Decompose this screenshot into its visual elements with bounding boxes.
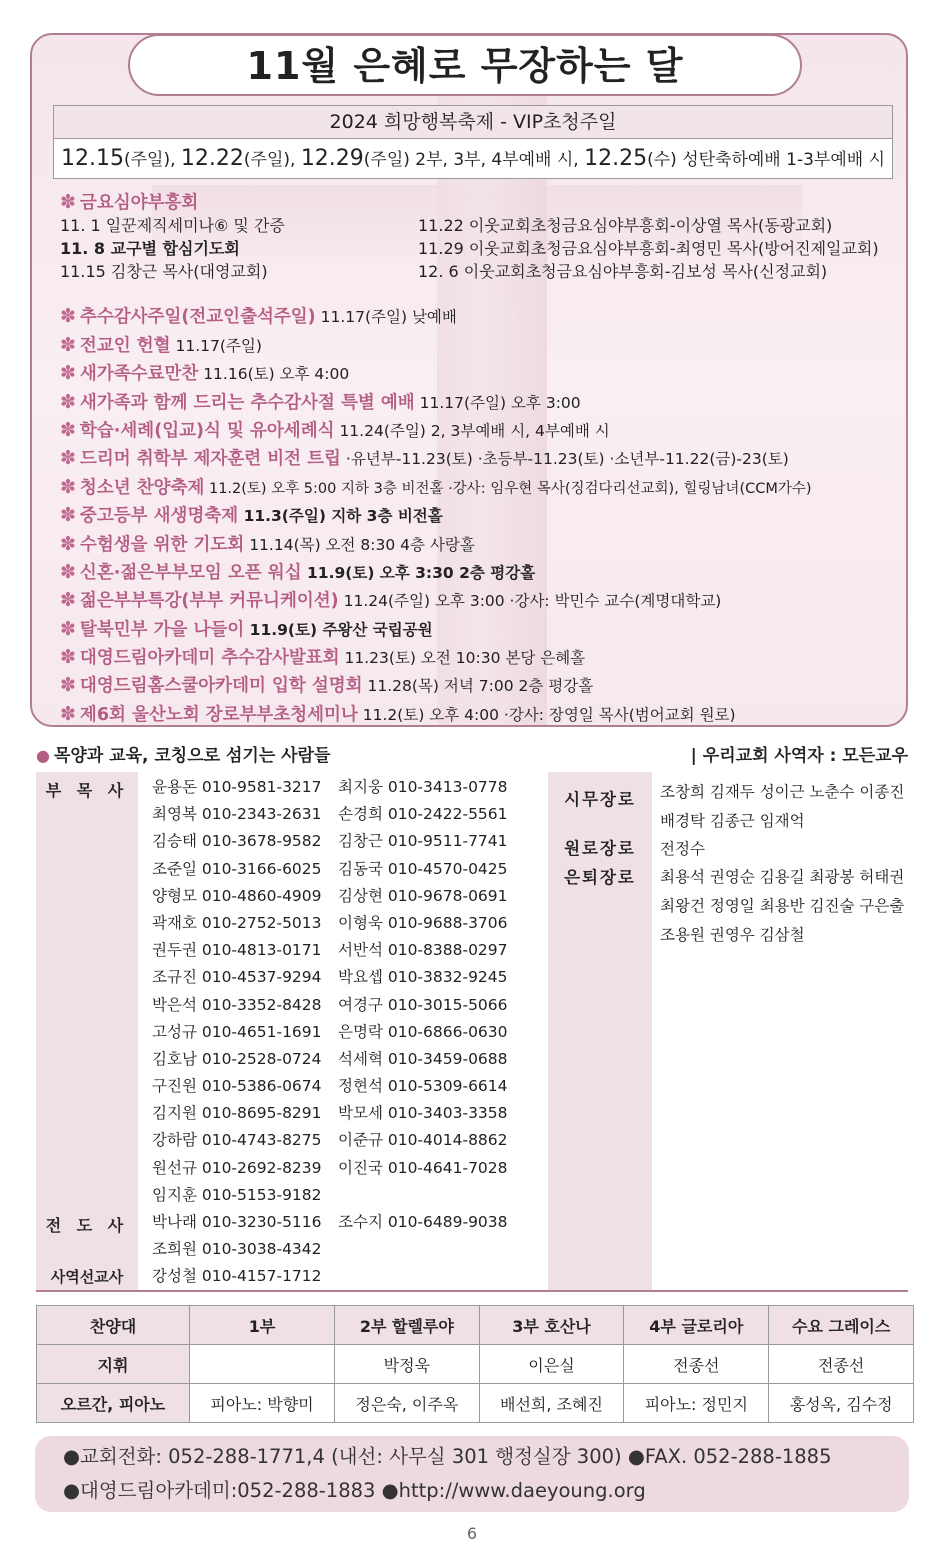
choir-table [36, 1305, 914, 1423]
staff-contact: 최영복 010-2343-2631 [152, 805, 322, 824]
event-title: 탈북민부 가을 나들이 [79, 619, 245, 640]
vip-date-3-note: (주일) 2부, 3부, 4부예배 시, [363, 150, 585, 170]
staff-column-2 [338, 774, 508, 1291]
event-detail: 11.9(토) 주왕산 국립공원 [244, 620, 433, 639]
vip-box [53, 105, 893, 179]
role-missionary: 사역선교사 [50, 1268, 124, 1286]
role-emeritus-elder: 원로장로 [564, 839, 636, 858]
role-evangelist: 전 도 사 [45, 1216, 129, 1235]
choir-header-cell: 수요 그레이스 [769, 1306, 914, 1345]
staff-heading-text: 목양과 교육, 코칭으로 섬기는 사람들 [53, 746, 331, 766]
event-title: 청소년 찬양축제 [79, 477, 205, 498]
choir-header-row [37, 1306, 914, 1345]
event-detail: 11.24(주일) 2, 3부예배 시, 4부예배 시 [334, 421, 610, 440]
choir-header-cell: 1부 [190, 1306, 335, 1345]
staff-contact: 강하람 010-4743-8275 [152, 1131, 322, 1150]
staff-contact [338, 1236, 508, 1263]
event-detail: 11.23(토) 오전 10:30 본당 은혜홀 [339, 649, 586, 668]
event-item [60, 331, 900, 359]
choir-header-cell: 2부 할렐루야 [335, 1306, 480, 1345]
choir-header-cell: 4부 글로리아 [624, 1306, 769, 1345]
flower-icon: ✽ [60, 617, 76, 640]
event-item [60, 188, 900, 216]
event-detail: 11.3(주일) 지하 3층 비전홀 [238, 507, 443, 526]
event-item [60, 416, 900, 444]
vip-date-2-note: (주일), [243, 150, 301, 170]
role-associate-pastor: 부 목 사 [45, 781, 129, 800]
staff-contact: 강성철 010-4157-1712 [152, 1267, 322, 1286]
event-item [60, 473, 900, 501]
staff-contact: 조희원 010-3038-4342 [152, 1240, 322, 1259]
event-detail: 11.9(토) 오후 3:30 2층 평강홀 [301, 563, 536, 582]
vip-date-1: 12.15 [61, 146, 124, 171]
vip-dates [54, 139, 892, 180]
vip-date-4-note: (수) 성탄축하예배 1-3부예배 시 [647, 150, 885, 170]
event-title: 수험생을 위한 기도회 [79, 534, 245, 555]
contact-box [35, 1436, 909, 1512]
elder-names-line: 조용원 권영우 김삼철 [660, 926, 805, 944]
page-title: 11월 은혜로 무장하는 달 [128, 34, 802, 96]
vip-date-3: 12.29 [300, 146, 364, 171]
choir-cell: 피아노: 정민지 [624, 1384, 769, 1423]
flower-icon: ✽ [60, 532, 76, 555]
event-item [60, 586, 900, 614]
staff-contact [338, 1263, 508, 1290]
flower-icon: ✽ [60, 390, 76, 413]
staff-contact: 원선규 010-2692-8239 [152, 1158, 322, 1177]
staff-contact: 임지훈 010-5153-9182 [152, 1185, 322, 1204]
event-detail: 11.16(토) 오후 4:00 [198, 365, 350, 384]
friday-revival-schedule [60, 214, 900, 283]
event-title: 대영드림홈스쿨아카데미 입학 설명회 [79, 676, 363, 697]
event-title: 새가족수료만찬 [79, 364, 199, 385]
staff-contact: 구진원 010-5386-0674 [152, 1077, 322, 1096]
event-title: 젊은부부특강(부부 커뮤니케이션) [79, 591, 339, 612]
elder-names-line: 최용석 권영순 김용길 최광봉 허태권 [660, 868, 905, 886]
choir-header-cell: 3부 호산나 [479, 1306, 624, 1345]
elder-names-line: 배경탁 김종근 임재억 [660, 812, 805, 830]
staff-contact: 여경구 010-3015-5066 [338, 995, 508, 1014]
elder-names-line: 조창희 김재두 성이근 노춘수 이종진 [660, 783, 905, 801]
choir-cell: 박정욱 [335, 1345, 480, 1384]
flower-icon: ✽ [60, 674, 76, 697]
staff-contact: 정현석 010-5309-6614 [338, 1077, 508, 1096]
schedule-left: 11. 8 교구별 합심기도회 [60, 239, 240, 258]
staff-contact: 박은석 010-3352-8428 [152, 995, 322, 1014]
event-detail: 11.2(토) 오후 5:00 지하 3층 비전홀 ·강사: 임우현 목사(징검다리선교회), 힐링남녀(CCM가수) [204, 480, 812, 497]
staff-contact: 최지웅 010-3413-0778 [338, 778, 508, 796]
event-detail: 11.14(목) 오전 8:30 4층 사랑홀 [244, 535, 475, 554]
staff-contact [338, 1182, 508, 1209]
event-item [60, 671, 900, 699]
event-item [60, 530, 900, 558]
event-detail: 11.17(주일) [170, 336, 262, 355]
staff-contact: 조수지 010-6489-9038 [338, 1213, 508, 1231]
flower-icon: ✽ [60, 504, 76, 527]
choir-cell: 홍성옥, 김수정 [769, 1384, 914, 1423]
event-item [60, 558, 900, 586]
flower-icon: ✽ [60, 447, 76, 470]
staff-heading [36, 741, 330, 766]
staff-contact: 석세혁 010-3459-0688 [338, 1049, 508, 1068]
vip-date-2: 12.22 [180, 146, 244, 171]
event-title: 학습·세례(입교)식 및 유아세례식 [79, 420, 335, 441]
bullet-icon: ● [36, 746, 50, 765]
elder-names-line: 전정수 [660, 840, 705, 858]
flower-icon: ✽ [60, 475, 76, 498]
schedule-right: 12. 6 이웃교회초청금요심야부흥회-김보성 목사(신정교회) [418, 262, 828, 281]
schedule-right: 11.29 이웃교회초청금요심야부흥회-최영민 목사(방어진제일교회) [418, 239, 879, 258]
flower-icon: ✽ [60, 646, 76, 669]
event-detail: 11.17(주일) 낮예배 [315, 308, 457, 327]
section-divider [36, 1290, 908, 1292]
event-title: 새가족과 함께 드리는 추수감사절 특별 예배 [79, 392, 415, 413]
staff-contact: 김창근 010-9511-7741 [338, 832, 508, 851]
active-elder-names [660, 778, 904, 836]
staff-contact: 고성규 010-4651-1691 [152, 1022, 322, 1041]
flower-icon: ✽ [60, 305, 76, 328]
choir-cell: 이은실 [479, 1345, 624, 1384]
choir-row-organ [37, 1384, 914, 1423]
event-title: 대영드림아카데미 추수감사발표회 [79, 648, 340, 669]
event-item [60, 302, 900, 330]
schedule-row [60, 214, 900, 237]
staff-contact: 이형욱 010-9688-3706 [338, 913, 508, 932]
vip-date-4: 12.25 [584, 146, 648, 171]
schedule-row [60, 260, 900, 283]
event-item [60, 643, 900, 671]
choir-row-conductor [37, 1345, 914, 1384]
staff-contact: 김지원 010-8695-8291 [152, 1104, 322, 1123]
choir-header-cell: 찬양대 [37, 1306, 190, 1345]
staff-contact: 손경희 010-2422-5561 [338, 805, 508, 824]
staff-contact: 윤용돈 010-9581-3217 [152, 778, 322, 796]
staff-contact: 김승태 010-3678-9582 [152, 832, 322, 851]
flower-icon: ✽ [60, 702, 76, 725]
staff-column-1 [152, 774, 322, 1291]
event-item [60, 501, 900, 529]
staff-contact: 권두권 010-4813-0171 [152, 941, 322, 960]
event-title: 중고등부 새생명축제 [79, 506, 239, 527]
schedule-row [60, 237, 900, 260]
event-item [60, 359, 900, 387]
event-item [60, 444, 900, 472]
flower-icon: ✽ [60, 418, 76, 441]
event-item [60, 388, 900, 416]
schedule-left: 11.15 김창근 목사(대영교회) [60, 262, 268, 281]
staff-contact: 조규진 010-4537-9294 [152, 968, 322, 987]
page-number: 6 [466, 1524, 478, 1543]
staff-directory [36, 772, 908, 1292]
staff-contact: 김동국 010-4570-0425 [338, 859, 508, 878]
event-detail: 11.28(목) 저녁 7:00 2층 평강홀 [362, 677, 594, 696]
staff-contact: 박요셉 010-3832-9245 [338, 968, 508, 987]
staff-contact: 박모세 010-3403-3358 [338, 1104, 508, 1123]
choir-cell: 피아노: 박향미 [190, 1384, 335, 1423]
event-title: 금요심야부흥회 [79, 193, 199, 213]
event-title: 제6회 울산노회 장로부부초청세미나 [79, 704, 358, 725]
choir-cell [190, 1345, 335, 1384]
flower-icon: ✽ [60, 191, 76, 213]
staff-contact: 이준규 010-4014-8862 [338, 1131, 508, 1150]
staff-contact: 박나래 010-3230-5116 [152, 1213, 322, 1231]
role-retired-elder: 은퇴장로 [564, 868, 636, 887]
event-detail: 11.2(토) 오후 4:00 ·강사: 장영일 목사(범어교회 원로) [357, 705, 736, 724]
contact-phone: ●교회전화: 052-288-1771,4 (내선: 사무실 301 행정실장 300) ●FAX. 052-288-1885 [63, 1445, 832, 1468]
vip-title: 2024 희망행복축제 - VIP초청주일 [54, 106, 892, 139]
event-title: 전교인 헌혈 [79, 335, 171, 356]
vip-date-1-note: (주일), [123, 150, 181, 170]
event-title: 신혼·젊은부부모임 오픈 워십 [79, 562, 302, 583]
staff-contact: 곽재호 010-2752-5013 [152, 913, 322, 932]
retired-elder-names [660, 863, 904, 950]
staff-contact: 김호남 010-2528-0724 [152, 1049, 322, 1068]
choir-cell: 정은숙, 이주옥 [335, 1384, 480, 1423]
event-title: 추수감사주일(전교인출석주일) [79, 307, 316, 328]
flower-icon: ✽ [60, 560, 76, 583]
event-title: 드리머 취학부 제자훈련 비전 트립 [79, 449, 341, 470]
schedule-right: 11.22 이웃교회초청금요심야부흥회-이상열 목사(동광교회) [418, 216, 833, 235]
choir-cell: 전종선 [769, 1345, 914, 1384]
flower-icon: ✽ [60, 589, 76, 612]
choir-cell: 배선희, 조혜진 [479, 1384, 624, 1423]
choir-row-label: 지휘 [37, 1345, 190, 1384]
role-active-elder: 시무장로 [564, 790, 636, 809]
event-detail: 11.17(주일) 오후 3:00 [414, 393, 581, 412]
staff-contact: 서반석 010-8388-0297 [338, 941, 508, 960]
event-item [60, 700, 900, 728]
contact-academy-web[interactable]: ●대영드림아카데미:052-288-1883 ●http://www.daeyoung.org [63, 1479, 646, 1502]
choir-cell: 전종선 [624, 1345, 769, 1384]
elder-names-line: 최왕건 정영일 최용반 김진술 구은출 [660, 897, 905, 915]
staff-contact: 양형모 010-4860-4909 [152, 886, 322, 905]
event-detail: ·유년부-11.23(토) ·초등부-11.23(토) ·소년부-11.22(금)-23(토) [340, 450, 789, 469]
staff-right-heading: | 우리교회 사역자 : 모든교우 [690, 746, 908, 766]
event-detail: 11.24(주일) 오후 3:00 ·강사: 박민수 교수(계명대학교) [338, 592, 722, 611]
emeritus-elder-names [660, 835, 705, 864]
staff-contact: 김상현 010-9678-0691 [338, 886, 508, 905]
choir-row-label: 오르간, 피아노 [37, 1384, 190, 1423]
flower-icon: ✽ [60, 362, 76, 385]
staff-contact: 이진국 010-4641-7028 [338, 1158, 508, 1177]
schedule-left: 11. 1 일꾼제직세미나⑥ 및 간증 [60, 216, 285, 235]
event-item [60, 615, 900, 643]
flower-icon: ✽ [60, 333, 76, 356]
staff-contact: 은명락 010-6866-0630 [338, 1022, 508, 1041]
staff-contact: 조준일 010-3166-6025 [152, 859, 322, 878]
